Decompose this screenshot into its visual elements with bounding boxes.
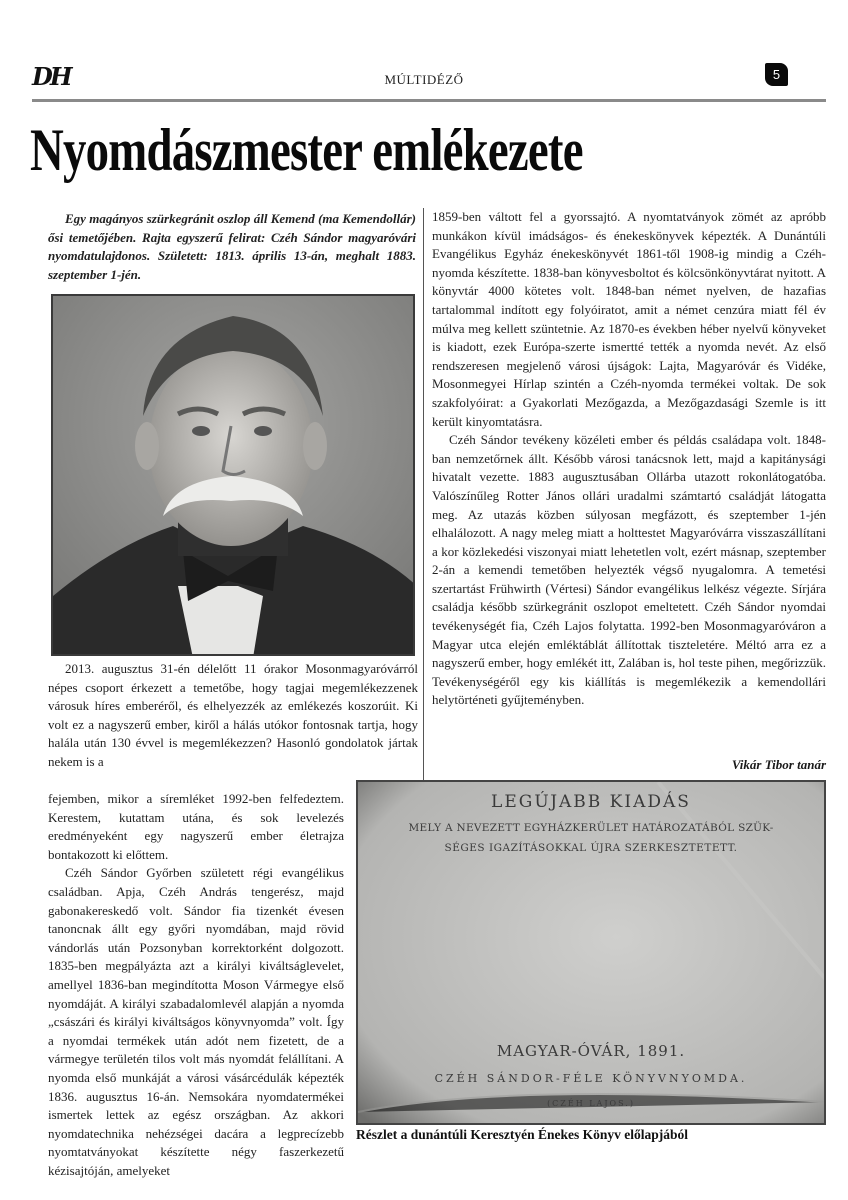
- book-printer-sub: (CZÉH LAJOS.): [547, 1099, 635, 1108]
- portrait-illustration: [53, 296, 415, 656]
- page-number-badge: 5: [765, 63, 788, 86]
- book-printer: CZÉH SÁNDOR-FÉLE KÖNYVNYOMDA.: [434, 1072, 748, 1085]
- left-column-lower: [48, 790, 344, 1180]
- portrait-photo: [51, 294, 415, 656]
- right-column: [432, 208, 826, 710]
- article-title: Nyomdászmester emlékezete: [30, 117, 583, 183]
- book-subtitle-line-1: MELY A NEVEZETT EGYHÁZKERÜLET HATÁROZATÁBÓL SZÜK-: [408, 822, 774, 834]
- column-divider: [423, 208, 424, 780]
- magazine-logo: DH: [32, 62, 70, 91]
- header-divider: [32, 99, 826, 102]
- author-signature: Vikár Tibor tanár: [731, 757, 826, 772]
- book-place-year: MAGYAR-ÓVÁR, 1891.: [496, 1042, 686, 1060]
- article-lead: Egy magányos szürkegránit oszlop áll Kemend (ma Kemendollár) ősi temetőjében. Rajta egyszerű felirat: Czéh Sándor magyaróvári nyomdatulajdonos. Született: 1813. április 13-án, meghalt 1883. szeptember 1-jén.: [48, 211, 416, 282]
- paragraph: 2013. augusztus 31-én délelőtt 11 órakor Mosonmagyaróvárról népes csoport érkezett a temetőbe, hogy tagjai megemlékezzenek városuk híres emberéről, és elhelyezzék az emlékezés koszorúit. Ki volt ez a nagyszerű ember, kiről a hálás utókor fontosnak tartja, hogy halála után 130 évvel is megemlékezzen? Hasonló gondolatok jártak nekem is a: [48, 661, 418, 769]
- paragraph: 1859-ben váltott fel a gyorssajtó. A nyomtatványok zömét az apróbb munkákon kívül imádságos- és énekeskönyvek képezték. A Dunántúli Evangélikus Egyház énekeskönyvét 1861-től 1908-ig mindig a Czéh-nyomda készítette. 1838-ban könyvesboltot és kölcsönkönyvtárat nyitott. A könyvtár 4000 kötetes volt. 1848-ban német nyelven, de hazafias tartalommal indított egy folyóiratot, amit a német cenzúra miatt fél év múlva meg kellett szüntetnie. Az 1870-es években héber nyelvű könyveket is kiadott, ezek Európa-szerte ismertté tették a nyomda nevét. Az első rendszeresen megjelenő városi újságok: Lajta, Magyaróvár és Vidéke, Mosonmegyei Hírlap szintén a Czéh-nyomda termékei voltak. De sok szakfolyóirat: a Gyakorlati Mezőgazda, a Mezőgazdasági Szemle is itt került kinyomtatásra.: [432, 209, 826, 429]
- section-title: MÚLTIDÉZŐ: [384, 72, 464, 87]
- book-heading: LEGÚJABB KIADÁS: [491, 792, 691, 812]
- book-subtitle-line-2: SÉGES IGAZÍTÁSOKKAL ÚJRA SZERKESZTETETT.: [444, 842, 738, 854]
- left-column-upper: [48, 660, 418, 772]
- paragraph: Czéh Sándor Győrben született régi evangélikus családban. Apja, Czéh András tengerész, majd gabonakereskedő volt. Sándor fia tizenkét évesen tanoncnak állt egy győri nyomdában, majd rövid vándorlás után Pozsonyban korrektorként dolgozott. 1835-ben megpályázta azt a királyi kiváltságlevelet, amellyel 1836-ban megindította Moson Vármegye első nyomdáját. A királyi szabadalomlevél alapján a nyomda „császári és királyi kiváltságos könyvnyomda” volt. Így a nyomdai termékek után adót nem fizetett, de a vármegye területén tilos volt más nyomdát felállítani. A nyomda első munkáját a városi vásárcédulák képezték 1836. augusztus 16-án. Nemsokára nyomdatermékei ismertek lettek az egész országban. Az akkori nyomdatechnika nehézségei dacára a legprecízebb nyomtatványokat készítette négy faszerkezetű kézisajtóján, amelyeket: [48, 865, 344, 1178]
- paragraph: fejemben, mikor a síremléket 1992-ben felfedeztem. Kerestem, kutattam utána, és sok levelezés eredményeként egy nagyszerű ember életrajza bontakozott ki előttem.: [48, 791, 344, 862]
- paragraph: Czéh Sándor tevékeny közéleti ember és példás családapa volt. 1848-ban nemzetőrnek állt. Később városi tanácsnok lett, majd a kapitánysági hivatalt vezette. 1883 augusztusában Ollárba utazott rokonlátogatóba. Valószínűleg Rotter János ollári uradalmi számtartó családját látogatta meg. Az utazás közben súlyosan megfázott, és szeptember 1-jén elhalálozott. A nagy meleg miatt a holttestet Magyaróvárra visszaszállítani a kor közlekedési viszonyai miatt lehetetlen volt, ezért másnap, szeptember 2-án a kemendi temetőben helyezték végső nyugalomra. A temetési szertartást Frühwirth (Vértesi) Sándor evangélikus lelkész végezte. Sírjára családja később szürkegránit oszlopot emeltetett. Czéh Sándor nyomdai tevékenységét fia, Czéh Lajos folytatta. 1992-ben Mosonmagyaróváron a Magyar utca elején emléktáblát állítottak tiszteletére. Méltó arra ez a nagyszerű ember, hogy emlékét itt, Zalában is, hol teste pihen, megőrizzük. Tevékenységéről egy kis kiállítás is megemlékezik a kemendollári helytörténeti gyűjteményben.: [432, 432, 826, 708]
- image-caption: Részlet a dunántúli Keresztyén Énekes Könyv előlapjából: [356, 1127, 689, 1142]
- book-cover-photo: [356, 780, 826, 1125]
